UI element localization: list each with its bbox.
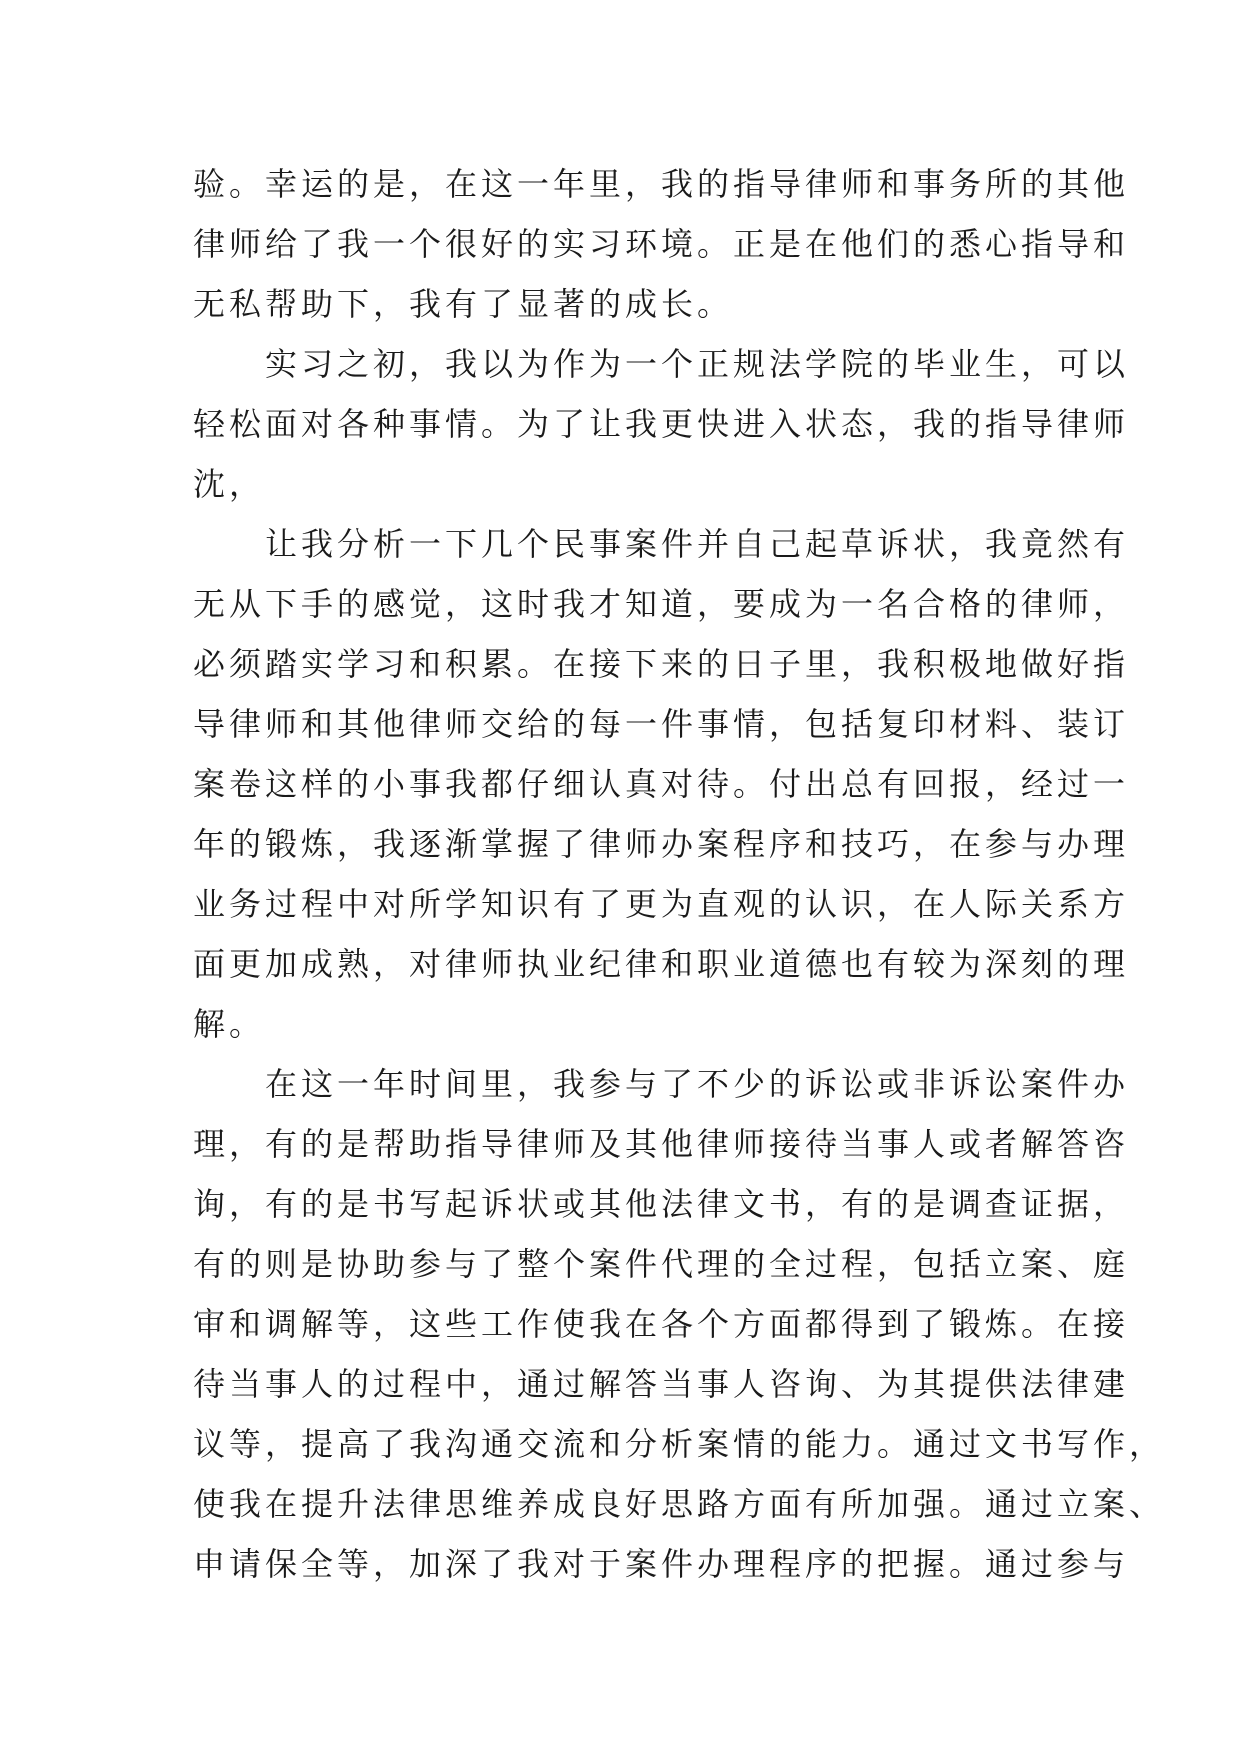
text-line: 面更加成熟，对律师执业纪律和职业道德也有较为深刻的理 (193, 945, 1130, 983)
text-line: 在这一年时间里，我参与了不少的诉讼或非诉讼案件办 (193, 1065, 1130, 1103)
text-line: 年的锻炼，我逐渐掌握了律师办案程序和技巧，在参与办理 (193, 825, 1130, 863)
text-line: 沈， (193, 465, 266, 503)
text-line: 无从下手的感觉，这时我才知道，要成为一名合格的律师， (193, 585, 1130, 623)
text-line: 议等，提高了我沟通交流和分析案情的能力。通过文书写作， (193, 1425, 1166, 1463)
text-line: 必须踏实学习和积累。在接下来的日子里，我积极地做好指 (193, 645, 1130, 683)
text-line: 待当事人的过程中，通过解答当事人咨询、为其提供法律建 (193, 1365, 1130, 1403)
paragraph-1 (193, 154, 1130, 334)
text-line: 让我分析一下几个民事案件并自己起草诉状，我竟然有 (193, 525, 1130, 563)
text-line: 审和调解等，这些工作使我在各个方面都得到了锻炼。在接 (193, 1305, 1130, 1343)
text-line: 询，有的是书写起诉状或其他法律文书，有的是调查证据， (193, 1185, 1130, 1223)
text-line: 轻松面对各种事情。为了让我更快进入状态，我的指导律师 (193, 405, 1130, 443)
text-line: 使我在提升法律思维养成良好思路方面有所加强。通过立案、 (193, 1485, 1166, 1523)
text-line: 无私帮助下，我有了显著的成长。 (193, 285, 734, 323)
text-line: 验。幸运的是，在这一年里，我的指导律师和事务所的其他 (193, 165, 1130, 203)
text-line: 申请保全等，加深了我对于案件办理程序的把握。通过参与 (193, 1545, 1130, 1583)
document-body (193, 154, 1166, 1594)
text-line: 案卷这样的小事我都仔细认真对待。付出总有回报，经过一 (193, 765, 1130, 803)
text-line: 有的则是协助参与了整个案件代理的全过程，包括立案、庭 (193, 1245, 1130, 1283)
text-line: 律师给了我一个很好的实习环境。正是在他们的悉心指导和 (193, 225, 1130, 263)
paragraph-2 (193, 334, 1130, 514)
text-line: 解。 (193, 1005, 266, 1043)
text-line: 理，有的是帮助指导律师及其他律师接待当事人或者解答咨 (193, 1125, 1130, 1163)
paragraph-3 (193, 514, 1130, 1054)
text-line: 导律师和其他律师交给的每一件事情，包括复印材料、装订 (193, 705, 1130, 743)
paragraph-4 (193, 1054, 1166, 1594)
text-line: 业务过程中对所学知识有了更为直观的认识，在人际关系方 (193, 885, 1130, 923)
text-line: 实习之初，我以为作为一个正规法学院的毕业生，可以 (193, 345, 1130, 383)
